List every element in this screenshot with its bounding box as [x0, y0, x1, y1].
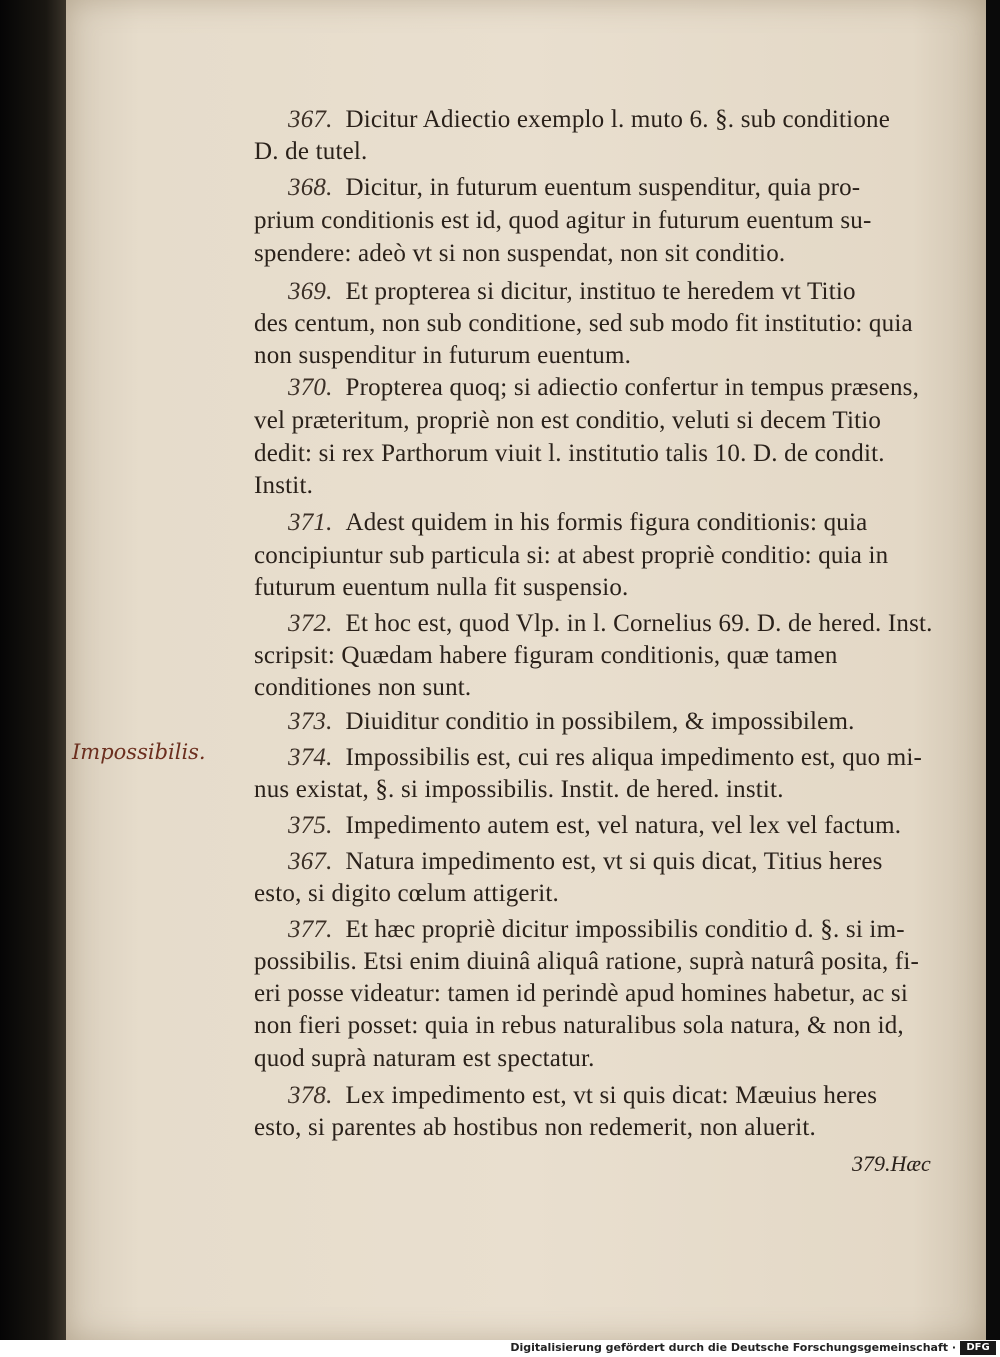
text-line	[254, 470, 964, 502]
text-line	[254, 640, 964, 672]
text-line	[254, 1112, 964, 1144]
text-line	[288, 172, 998, 204]
text-line	[288, 507, 998, 539]
line-text: Lex impedimento est, vt si quis dicat: Mæuius heres	[345, 1082, 878, 1109]
text-line	[288, 104, 998, 136]
line-text: Instit.	[254, 472, 314, 499]
text-line	[254, 946, 964, 978]
text-line	[254, 340, 964, 372]
paragraph-number: 369.	[288, 278, 333, 305]
line-text: D. de tutel.	[254, 138, 368, 165]
text-line	[288, 846, 998, 878]
line-text: concipiuntur sub particula si: at abest propriè conditio: quia in	[254, 542, 889, 569]
text-line	[254, 1043, 964, 1075]
paragraph-number: 367.	[288, 848, 333, 875]
line-text: dedit: si rex Parthorum viuit l. institutio talis 10. D. de condit.	[254, 440, 885, 467]
text-line	[288, 1080, 998, 1112]
paragraph-number: 368.	[288, 174, 333, 201]
margin-note: Impossibilis.	[72, 740, 206, 764]
text-line	[254, 238, 964, 270]
text-line	[254, 540, 964, 572]
line-text: Et hæc propriè dicitur impossibilis conditio d. §. si im-	[345, 916, 905, 943]
line-text: prium conditionis est id, quod agitur in futurum euentum su-	[254, 207, 872, 234]
line-text: conditiones non sunt.	[254, 674, 472, 701]
line-text: esto, si digito cœlum attigerit.	[254, 880, 559, 907]
line-text: vel præteritum, propriè non est conditio, veluti si decem Titio	[254, 407, 882, 434]
text-line	[254, 672, 964, 704]
text-line	[288, 372, 998, 404]
footer-credit: Digitalisierung gefördert durch die Deutsche Forschungsgemeinschaft ·	[510, 1341, 956, 1354]
line-text: futurum euentum nulla fit suspensio.	[254, 574, 629, 601]
line-text: nus existat, §. si impossibilis. Instit. de hered. instit.	[254, 776, 784, 803]
line-text: scripsit: Quædam habere figuram conditionis, quæ tamen	[254, 642, 838, 669]
text-line	[254, 438, 964, 470]
paragraph-number: 378.	[288, 1082, 333, 1109]
text-line	[288, 276, 998, 308]
text-line	[288, 742, 998, 774]
paragraph-number: 367.	[288, 106, 333, 133]
line-text: spendere: adeò vt si non suspendat, non sit conditio.	[254, 240, 786, 267]
text-line	[254, 774, 964, 806]
text-line	[288, 914, 998, 946]
text-line	[254, 308, 964, 340]
paragraph-number: 373.	[288, 708, 333, 735]
line-text: des centum, non sub conditione, sed sub modo fit institutio: quia	[254, 310, 913, 337]
line-text: Propterea quoq; si adiectio confertur in tempus præsens,	[345, 374, 920, 401]
text-line	[288, 608, 998, 640]
line-text: quod suprà naturam est spectatur.	[254, 1045, 595, 1072]
text-line	[254, 978, 964, 1010]
paragraph-number: 375.	[288, 812, 333, 839]
text-line	[254, 136, 964, 168]
line-text: Et propterea si dicitur, instituo te heredem vt Titio	[345, 278, 856, 305]
line-text: non fieri posset: quia in rebus naturalibus sola natura, & non id,	[254, 1012, 904, 1039]
text-line	[254, 1010, 964, 1042]
line-text: Adest quidem in his formis figura conditionis: quia	[345, 509, 868, 536]
line-text: Impossibilis est, cui res aliqua impedimento est, quo mi-	[345, 744, 923, 771]
line-text: possibilis. Etsi enim diuinâ aliquâ ratione, suprà naturâ posita, fi-	[254, 948, 920, 975]
text-line	[254, 572, 964, 604]
text-line	[288, 706, 998, 738]
line-text: Dicitur, in futurum euentum suspenditur, quia pro-	[345, 174, 861, 201]
line-text: Natura impedimento est, vt si quis dicat, Titius heres	[345, 848, 883, 875]
line-text: eri posse videatur: tamen id perindè apud homines habetur, ac si	[254, 980, 908, 1007]
text-line	[254, 405, 964, 437]
book-spine-shadow	[0, 0, 66, 1340]
line-text: esto, si parentes ab hostibus non redemerit, non aluerit.	[254, 1114, 816, 1141]
line-text: Impedimento autem est, vel natura, vel lex vel factum.	[345, 812, 902, 839]
catchword: 379.Hæc	[852, 1151, 931, 1176]
line-text: Dicitur Adiectio exemplo l. muto 6. §. sub conditione	[345, 106, 891, 133]
line-text: Diuiditur conditio in possibilem, & impossibilem.	[345, 708, 855, 735]
paragraph-number: 377.	[288, 916, 333, 943]
paragraph-number: 374.	[288, 744, 333, 771]
text-line	[254, 878, 964, 910]
text-line	[288, 810, 998, 842]
line-text: Et hoc est, quod Vlp. in l. Cornelius 69. D. de hered. Inst.	[345, 610, 933, 637]
paragraph-number: 372.	[288, 610, 333, 637]
text-line	[254, 205, 964, 237]
line-text: non suspenditur in futurum euentum.	[254, 342, 632, 369]
paragraph-number: 371.	[288, 509, 333, 536]
dfg-logo-icon: DFG	[960, 1341, 996, 1355]
paragraph-number: 370.	[288, 374, 333, 401]
